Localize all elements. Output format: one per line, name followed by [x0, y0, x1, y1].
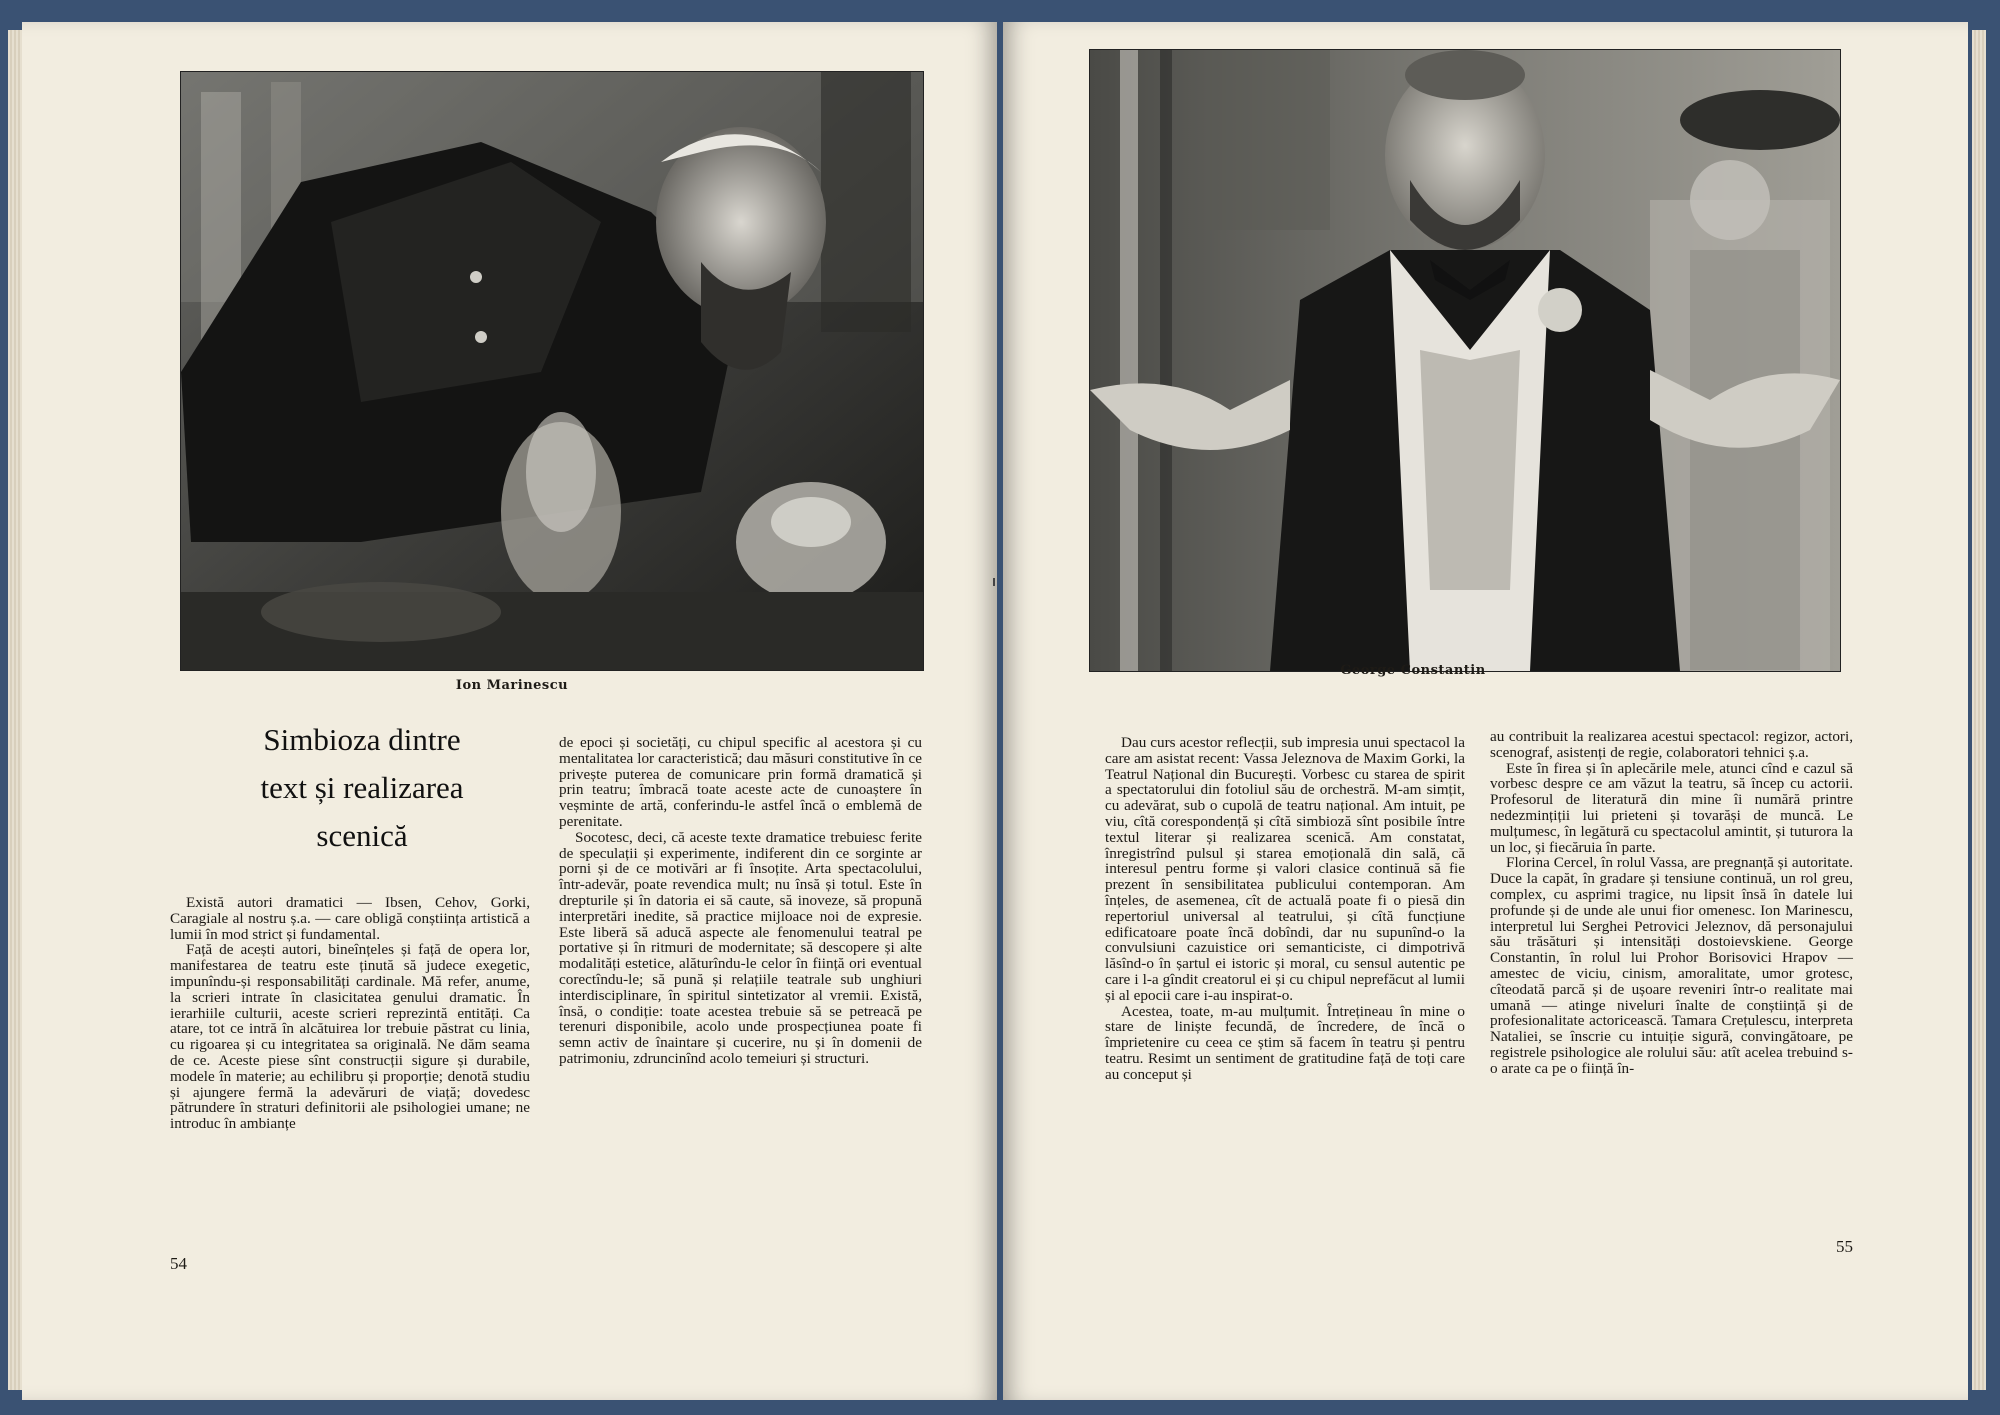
gutter-mark — [993, 578, 995, 586]
george-constantin-photo — [1089, 49, 1841, 672]
left-column-2 — [559, 735, 922, 1067]
paragraph: Florina Cercel, în rolul Vassa, are pregnanță și autoritate. Duce la capăt, în gradare și tensiune continuă, un rol greu, complex, cu asprimi tragice, nu lipsit însă în datele lui profunde și de unde ale unui fior omenesc. Ion Marinescu, interpretul lui Serghei Petrovici Jeleznov, dă personajului său trăsături și intensități dostoievskiene. George Constantin, în rolul lui Prohor Borisovici Hrapov — amestec de viciu, cinism, amoralitate, umor grotesc, cîteodată parcă și de ușoare reveniri într-o realitate mai umană — atinge niveluri înalte de conștiință și de profesionalitate actoricească. Tamara Crețulescu, interpreta Nataliei, se înscrie cu intuiție sigură, convingătoare, pe registrele psihologice ale rolului său: atît acelea trebuind s-o arate ca pe o ființă în- — [1490, 854, 1853, 1077]
title-line: scenică — [316, 818, 408, 853]
paragraph: Există autori dramatici — Ibsen, Cehov, Gorki, Caragiale al nostru ș.a. — care obligă conștiința artistică a lumii în mod strict și fundamental. — [170, 894, 530, 943]
paragraph: Dau curs acestor reflecții, sub impresia unui spectacol la care am asistat recent: Vassa Jeleznova de Maxim Gorki, la Teatrul Național din București. Vorbesc cu starea de spirit a spectatorului din fotoliul său de orchestră. M-am simțit, cu adevărat, sub o cupolă de teatru național. Am intuit, pe viu, cîtă corespondență și cîtă simbioză sînt posibile între textul literar și realizarea scenică. Am constatat, înregistrînd pulsul și starea emoțională din sală, că interesul pentru forme și valori clasice continuă să fie prezent în sensibilitatea publicului contemporan. Am înțeles, de asemenea, cît de actuală poate fi o piesă din repertoriul universal al teatrului, și cîtă funcțiune edificatoare poate încă dobîndi, dar nu supunînd-o la convulsiuni cazuistice ori semanticiste, ci dimpotrivă lăsînd-o în șartul ei istoric și moral, cu sensul autentic pe care i l-a gîndit creatorul ei și cu chipul neprefăcut al lumii și al epocii care i-au inspirat-o. — [1105, 734, 1465, 1004]
title-line: Simbioza dintre — [263, 722, 461, 757]
paragraph: de epoci și societăți, cu chipul specific al acestora și cu mentalitatea lor caracteristică; dau măsuri constitutive în ce privește puterea de comunicare prin formă dramatică și prin teatru; îmbracă toate aceste acte de cunoaștere în veșminte de artă, conferindu-le astfel încă o emblemă de perenitate. — [559, 734, 922, 830]
paragraph: Socotesc, deci, că aceste texte dramatice trebuiesc ferite de speculații și experimente, indiferent din ce sorginte ar porni și de ce motivări ar fi însoțite. Arta spectacolului, într-adevăr, poate revendica mult; nu însă și totul. Este în drepturile și în datoria ei să caute, să inoveze, să propună interpretări inedite, să practice mijloace noi de expresie. Este liberă să aducă aspecte ale fenomenului teatral pe portative și în ritmuri de modernitate; să descopere și alte modalități estetice, alăturîndu-le celor în ființă ori eventual corectîndu-le; să pună și relațiile teatrale sub unghiuri interdisciplinare, în spiritul sintetizator al vremii. Există, însă, o condiție: toate acestea trebuie să se petreacă pe terenuri disponibile, acolo unde prospecțiunea poate fi semn activ de înaintare și cucerire, nu și în domenii de patrimoniu, zdruncinînd acolo temeiuri și structuri. — [559, 828, 922, 1067]
paragraph: Este în firea și în aplecările mele, atunci cînd e cazul să vorbesc despre ce am văzut la teatru, să încep cu actorii. Profesorul de literatură din mine îi numără printre nedezmințiții lui prieteni și tovarăși de muncă. Le mulțumesc, în legătură cu spectacolul amintit, și tuturora la un loc, și fiecăruia în parte. — [1490, 759, 1853, 856]
left-page-edges — [8, 30, 22, 1390]
photo-image — [1090, 50, 1840, 671]
paragraph: Acestea, toate, m-au mulțumit. Întrețineau în mine o stare de liniște fecundă, de încredere, de încă o împrietenire cu ceea ce știm să facem în teatru și pentru teatru. Resimt un sentiment de gratitudine față de toți care au conceput și — [1105, 1002, 1465, 1083]
photo-caption: George Constantin — [1340, 663, 1486, 678]
title-line: text și realizarea — [260, 770, 464, 805]
left-page — [22, 22, 997, 1400]
paragraph: Față de acești autori, bineînțeles și față de opera lor, manifestarea de teatru este ținută să judece exegetic, impunîndu-și responsabilități cardinale. Mă refer, anume, la scrieri intrate în clasicitatea genului dramatic. În ierarhiile culturii, aceste scrieri reprezintă entități. Ca atare, tot ce intră în alcătuirea lor trebuie păstrat cu linia, cu rigoarea și cu integritatea sa originală. Ne dăm seama de ce. Aceste piese sînt construcții sigure și durabile, modele în materie; au echilibru și proporție; denotă studiu și ajungere fermă la adevăruri de viață; dovedesc pătrundere în straturi definitorii ale psihologiei umane; ne introduc în ambianțe — [170, 941, 530, 1133]
photo-image — [181, 72, 923, 670]
right-column-2 — [1490, 729, 1853, 1077]
right-page-edges — [1972, 30, 1986, 1390]
photo-caption: Ion Marinescu — [455, 678, 569, 693]
page-number: 54 — [170, 1254, 187, 1273]
article-title — [222, 716, 502, 860]
page-number: 55 — [1836, 1237, 1853, 1256]
paragraph: au contribuit la realizarea acestui spectacol: regizor, actori, scenograf, asistenți de regie, colaboratori tehnici ș.a. — [1490, 728, 1853, 761]
right-page — [1003, 22, 1968, 1400]
right-column-1 — [1105, 735, 1465, 1083]
left-column-1 — [170, 895, 530, 1132]
ion-marinescu-photo — [180, 71, 924, 671]
